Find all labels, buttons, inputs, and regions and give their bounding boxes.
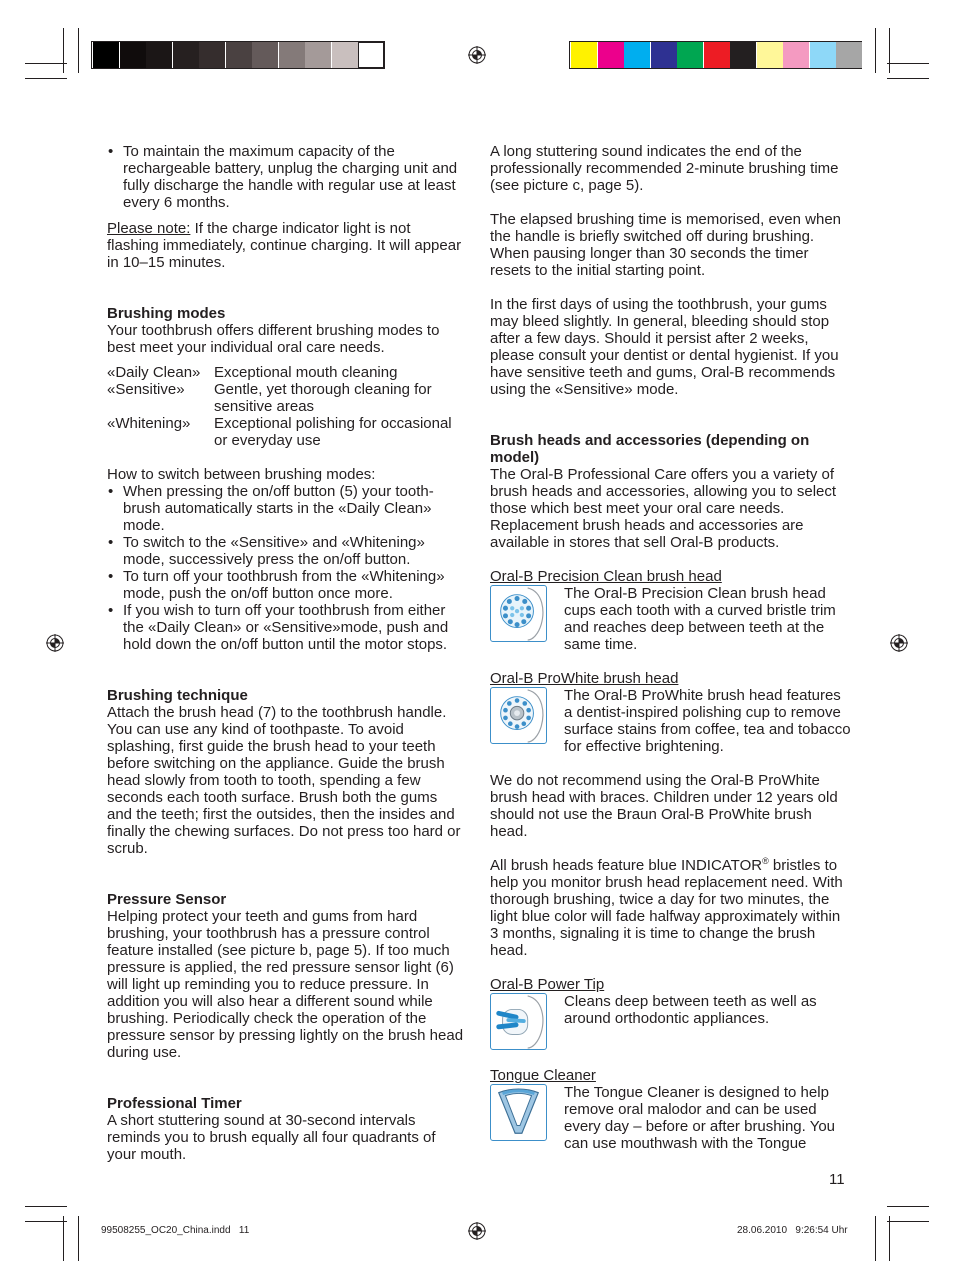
indicator-text-a: All brush heads feature blue INDICATOR xyxy=(490,857,763,874)
paragraph: A long stuttering sound indicates the end of the professionally recommended 2-minute brushing time (see picture c, page 5). xyxy=(490,143,839,194)
color-swatch xyxy=(598,42,624,68)
precision-text: The Oral-B Precision Clean brush head cups each tooth with a curved bristle trim and reaches deep between teeth at the same time. xyxy=(564,585,836,653)
registration-mark-icon xyxy=(889,633,909,653)
tongue-item xyxy=(490,1084,852,1152)
crop-mark xyxy=(25,78,67,79)
color-swatch xyxy=(199,42,225,68)
timer-text: A short stuttering sound at 30-second intervals reminds you to brush equally all four quadrants of your mouth. xyxy=(107,1112,436,1163)
mode-row xyxy=(107,381,465,415)
modes-intro: Your toothbrush offers different brushing modes to best meet your individual oral care needs. xyxy=(107,322,440,356)
paragraph: The elapsed brushing time is memorised, even when the handle is briefly switched off during brushing. When pausing longer than 30 seconds the timer resets to the initial starting point. xyxy=(490,211,842,279)
prowhite-brush-head-icon xyxy=(490,687,547,744)
tongue-text: The Tongue Cleaner is designed to help remove oral malodor and can be used every day – before or after brushing. You can use mouthwash with the Tongue xyxy=(564,1084,836,1152)
heads-intro: The Oral-B Professional Care offers you a variety of brush heads and accessories, allowing you to select those which best meet your oral care needs. Replacement brush heads and accessories are available in stores that sell Oral-B products. xyxy=(490,466,837,551)
crop-mark xyxy=(887,63,929,64)
color-swatch xyxy=(651,42,677,68)
color-swatch xyxy=(704,42,730,68)
crop-mark xyxy=(63,1216,64,1261)
color-swatch xyxy=(624,42,650,68)
modes-heading: Brushing modes xyxy=(107,305,226,322)
tongue-title: Tongue Cleaner xyxy=(490,1067,596,1084)
color-swatch xyxy=(783,42,809,68)
mode-name: «Whitening» xyxy=(107,415,191,432)
crop-mark xyxy=(875,28,876,73)
pressure-text: Helping protect your teeth and gums from hard brushing, your toothbrush has a pressure control feature installed (see picture b, page 5). If too much pressure is applied, the red pressure sensor light (6) will light up reminding you to reduce pressure. In addition you will also hear a different sound while brushing. Periodically check the operation of the pressure sensor by pressing lightly on the brush head during use. xyxy=(107,908,464,1061)
prowhite-text: The Oral-B ProWhite brush head features a dentist-inspired polishing cup to remove surface stains from coffee, tea and tobacco for effective brightening. xyxy=(564,687,851,755)
color-swatch xyxy=(810,42,836,68)
left-column xyxy=(107,143,465,1163)
color-swatch xyxy=(730,42,756,68)
timer-heading: Professional Timer xyxy=(107,1095,242,1112)
indicator-text xyxy=(490,857,852,959)
color-swatch xyxy=(836,42,862,68)
mode-name: «Sensitive» xyxy=(107,381,185,398)
crop-mark xyxy=(887,1206,929,1207)
technique-heading: Brushing technique xyxy=(107,687,248,704)
mode-desc: Exceptional polishing for occasional or everyday use xyxy=(214,415,452,449)
color-swatch xyxy=(305,42,331,68)
precision-brush-head-icon xyxy=(490,585,547,642)
footer-file-name: 99508255_OC20_China.indd 11 xyxy=(101,1225,250,1236)
crop-mark xyxy=(78,1216,79,1261)
powertip-title: Oral-B Power Tip xyxy=(490,976,605,993)
list-item: • To switch to the «Sensitive» and «Whitening» mode, successively press the on/off button. xyxy=(107,534,465,568)
color-swatch xyxy=(93,42,119,68)
crop-mark xyxy=(78,28,79,73)
switch-bullet-list xyxy=(107,483,465,653)
precision-title: Oral-B Precision Clean brush head xyxy=(490,568,722,585)
list-item: • When pressing the on/off button (5) your tooth-brush automatically starts in the «Daily Clean» mode. xyxy=(107,483,465,534)
crop-mark xyxy=(887,78,929,79)
tongue-cleaner-icon xyxy=(490,1084,547,1141)
switch-intro: How to switch between brushing modes: xyxy=(107,466,376,483)
color-swatch xyxy=(332,42,358,68)
powertip-text: Cleans deep between teeth as well as around orthodontic appliances. xyxy=(564,993,817,1027)
list-item: • To maintain the maximum capacity of the rechargeable battery, unplug the charging unit and fully discharge the handle with regular use at least every 6 months. xyxy=(107,143,465,211)
registration-mark-icon xyxy=(467,1221,487,1241)
registration-mark-icon xyxy=(467,45,487,65)
footer-timestamp: 28.06.2010 9:26:54 Uhr xyxy=(737,1225,848,1236)
color-swatch xyxy=(279,42,305,68)
color-swatch xyxy=(757,42,783,68)
color-swatch xyxy=(252,42,278,68)
color-swatch xyxy=(120,42,146,68)
mode-desc: Exceptional mouth cleaning xyxy=(214,364,398,381)
crop-mark xyxy=(25,63,67,64)
note-label: Please note: xyxy=(107,220,191,237)
color-swatch xyxy=(677,42,703,68)
mode-name: «Daily Clean» xyxy=(107,364,201,381)
note-text: If the charge indicator light is not flashing immediately, continue charging. It will appear in 10–15 minutes. xyxy=(107,220,462,271)
mode-row xyxy=(107,364,465,381)
color-swatch xyxy=(571,42,597,68)
prowhite-note: We do not recommend using the Oral-B ProWhite brush head with braces. Children under 12 years old should not use the Braun Oral-B ProWhite brush head. xyxy=(490,772,838,840)
precision-item xyxy=(490,585,852,653)
color-swatch xyxy=(226,42,252,68)
crop-mark xyxy=(25,1221,67,1222)
color-swatch xyxy=(146,42,172,68)
crop-mark xyxy=(63,28,64,73)
paragraph: In the first days of using the toothbrush, your gums may bleed slightly. In general, bleeding should stop after a few days. Should it persist after 2 weeks, please consult your dentist or dental hygienist. If you have sensitive teeth and gums, Oral-B recommends using the «Sensitive» mode. xyxy=(490,296,839,398)
indicator-text-b: bristles to help you monitor brush head replacement need. With thorough brushing, twice a day for two minutes, the light blue color will fade halfway approximately within 3 months, signaling it is time to change the brush head. xyxy=(490,857,843,959)
mode-row xyxy=(107,415,465,449)
crop-mark xyxy=(889,28,890,73)
color-swatch xyxy=(173,42,199,68)
battery-bullet-list xyxy=(107,143,465,211)
right-column xyxy=(490,143,852,1152)
mode-desc: Gentle, yet thorough cleaning for sensitive areas xyxy=(214,381,432,415)
please-note xyxy=(107,220,465,271)
pressure-heading: Pressure Sensor xyxy=(107,891,227,908)
crop-mark xyxy=(875,1216,876,1261)
page-number: 11 xyxy=(829,1171,845,1188)
prowhite-item xyxy=(490,687,852,755)
list-item: • To turn off your toothbrush from the «Whitening» mode, push the on/off button once more. xyxy=(107,568,465,602)
crop-mark xyxy=(889,1216,890,1261)
prowhite-title: Oral-B ProWhite brush head xyxy=(490,670,679,687)
crop-mark xyxy=(887,1221,929,1222)
power-tip-brush-icon xyxy=(490,993,547,1050)
technique-text: Attach the brush head (7) to the toothbrush handle. You can use any kind of toothpaste. To avoid splashing, first guide the brush head to your teeth before switching on the appliance. Guide the brush head slowly from tooth to tooth, spending a few seconds each tooth surface. Brush both the gums and the teeth; first the outsides, then the insides and finally the chewing surfaces. Do not press too hard or scrub. xyxy=(107,704,461,857)
crop-mark xyxy=(25,1206,67,1207)
list-item: • If you wish to turn off your toothbrush from either the «Daily Clean» or «Sensitive»mode, push and hold down the on/off button until the motor stops. xyxy=(107,602,465,653)
color-swatch xyxy=(358,42,384,68)
heads-heading: Brush heads and accessories (depending on model) xyxy=(490,432,810,466)
registered-mark: ® xyxy=(762,856,769,866)
registration-mark-icon xyxy=(45,633,65,653)
powertip-item xyxy=(490,993,852,1050)
